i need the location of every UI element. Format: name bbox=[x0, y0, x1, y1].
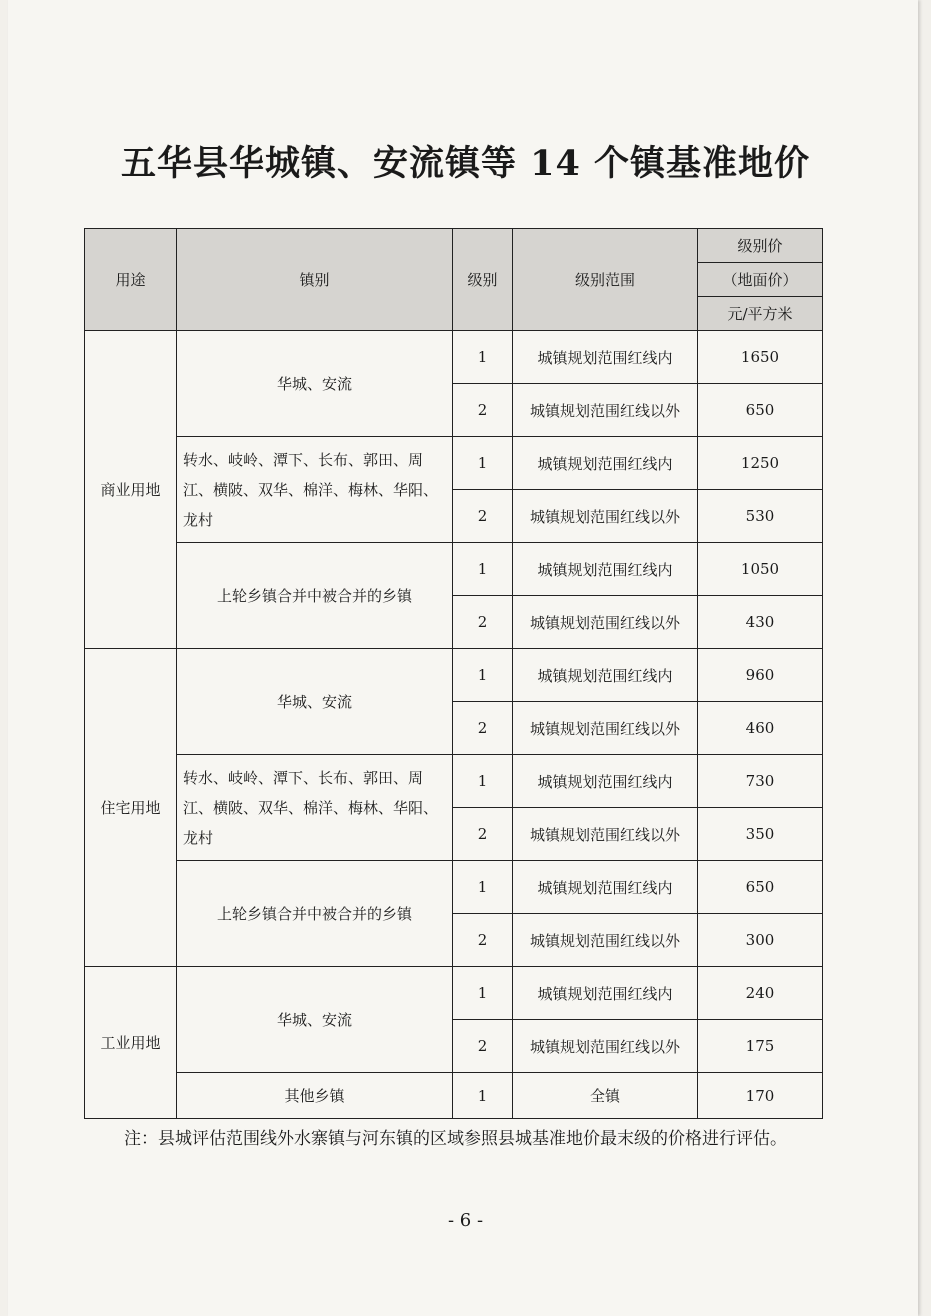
table-row bbox=[85, 861, 823, 914]
range-cell: 城镇规划范围红线以外 bbox=[513, 384, 698, 437]
price-cell: 460 bbox=[698, 702, 823, 755]
header-price: 级别价 bbox=[698, 229, 823, 263]
town-cell: 华城、安流 bbox=[177, 967, 453, 1073]
use-cell: 商业用地 bbox=[85, 331, 177, 649]
range-cell: 城镇规划范围红线以外 bbox=[513, 914, 698, 967]
price-cell: 650 bbox=[698, 861, 823, 914]
price-cell: 240 bbox=[698, 967, 823, 1020]
range-cell: 城镇规划范围红线以外 bbox=[513, 702, 698, 755]
price-cell: 1050 bbox=[698, 543, 823, 596]
table-row bbox=[85, 437, 823, 490]
level-cell: 1 bbox=[453, 967, 513, 1020]
level-cell: 2 bbox=[453, 808, 513, 861]
level-cell: 1 bbox=[453, 649, 513, 702]
range-cell: 城镇规划范围红线内 bbox=[513, 861, 698, 914]
level-cell: 2 bbox=[453, 702, 513, 755]
header-level: 级别 bbox=[453, 229, 513, 331]
table-row bbox=[85, 755, 823, 808]
price-cell: 175 bbox=[698, 1020, 823, 1073]
level-cell: 2 bbox=[453, 490, 513, 543]
header-unit: 元/平方米 bbox=[698, 297, 823, 331]
price-cell: 1250 bbox=[698, 437, 823, 490]
land-price-table bbox=[84, 228, 823, 1119]
price-cell: 960 bbox=[698, 649, 823, 702]
level-cell: 1 bbox=[453, 437, 513, 490]
use-cell: 工业用地 bbox=[85, 967, 177, 1119]
header-range: 级别范围 bbox=[513, 229, 698, 331]
town-cell: 华城、安流 bbox=[177, 331, 453, 437]
range-cell: 城镇规划范围红线以外 bbox=[513, 808, 698, 861]
header-town: 镇别 bbox=[177, 229, 453, 331]
town-cell: 华城、安流 bbox=[177, 649, 453, 755]
page-number: - 6 - bbox=[447, 1210, 484, 1231]
header-price-sub: （地面价） bbox=[698, 263, 823, 297]
price-cell: 1650 bbox=[698, 331, 823, 384]
range-cell: 城镇规划范围红线以外 bbox=[513, 490, 698, 543]
range-cell: 城镇规划范围红线内 bbox=[513, 649, 698, 702]
table-row bbox=[85, 543, 823, 596]
range-cell: 全镇 bbox=[513, 1073, 698, 1119]
level-cell: 1 bbox=[453, 755, 513, 808]
level-cell: 2 bbox=[453, 384, 513, 437]
table-row bbox=[85, 649, 823, 702]
level-cell: 1 bbox=[453, 861, 513, 914]
level-cell: 2 bbox=[453, 914, 513, 967]
footnote: 注：县城评估范围线外水寨镇与河东镇的区域参照县城基准地价最末级的价格进行评估。 bbox=[124, 1129, 787, 1149]
level-cell: 1 bbox=[453, 1073, 513, 1119]
header-use: 用途 bbox=[85, 229, 177, 331]
range-cell: 城镇规划范围红线内 bbox=[513, 967, 698, 1020]
table-row bbox=[85, 331, 823, 384]
price-cell: 350 bbox=[698, 808, 823, 861]
town-cell: 上轮乡镇合并中被合并的乡镇 bbox=[177, 861, 453, 967]
price-cell: 170 bbox=[698, 1073, 823, 1119]
range-cell: 城镇规划范围红线内 bbox=[513, 543, 698, 596]
level-cell: 1 bbox=[453, 543, 513, 596]
use-cell: 住宅用地 bbox=[85, 649, 177, 967]
town-cell: 转水、岐岭、潭下、长布、郭田、周江、横陂、双华、棉洋、梅林、华阳、龙村 bbox=[177, 755, 453, 861]
page-title: 五华县华城镇、安流镇等 14 个镇基准地价 bbox=[120, 143, 811, 184]
level-cell: 1 bbox=[453, 331, 513, 384]
range-cell: 城镇规划范围红线以外 bbox=[513, 596, 698, 649]
town-cell: 其他乡镇 bbox=[177, 1073, 453, 1119]
price-cell: 650 bbox=[698, 384, 823, 437]
level-cell: 2 bbox=[453, 596, 513, 649]
town-cell: 转水、岐岭、潭下、长布、郭田、周江、横陂、双华、棉洋、梅林、华阳、龙村 bbox=[177, 437, 453, 543]
table-row bbox=[85, 1073, 823, 1119]
range-cell: 城镇规划范围红线内 bbox=[513, 331, 698, 384]
level-cell: 2 bbox=[453, 1020, 513, 1073]
range-cell: 城镇规划范围红线内 bbox=[513, 755, 698, 808]
price-cell: 730 bbox=[698, 755, 823, 808]
table-row bbox=[85, 967, 823, 1020]
price-cell: 430 bbox=[698, 596, 823, 649]
price-cell: 530 bbox=[698, 490, 823, 543]
town-cell: 上轮乡镇合并中被合并的乡镇 bbox=[177, 543, 453, 649]
price-cell: 300 bbox=[698, 914, 823, 967]
range-cell: 城镇规划范围红线以外 bbox=[513, 1020, 698, 1073]
range-cell: 城镇规划范围红线内 bbox=[513, 437, 698, 490]
